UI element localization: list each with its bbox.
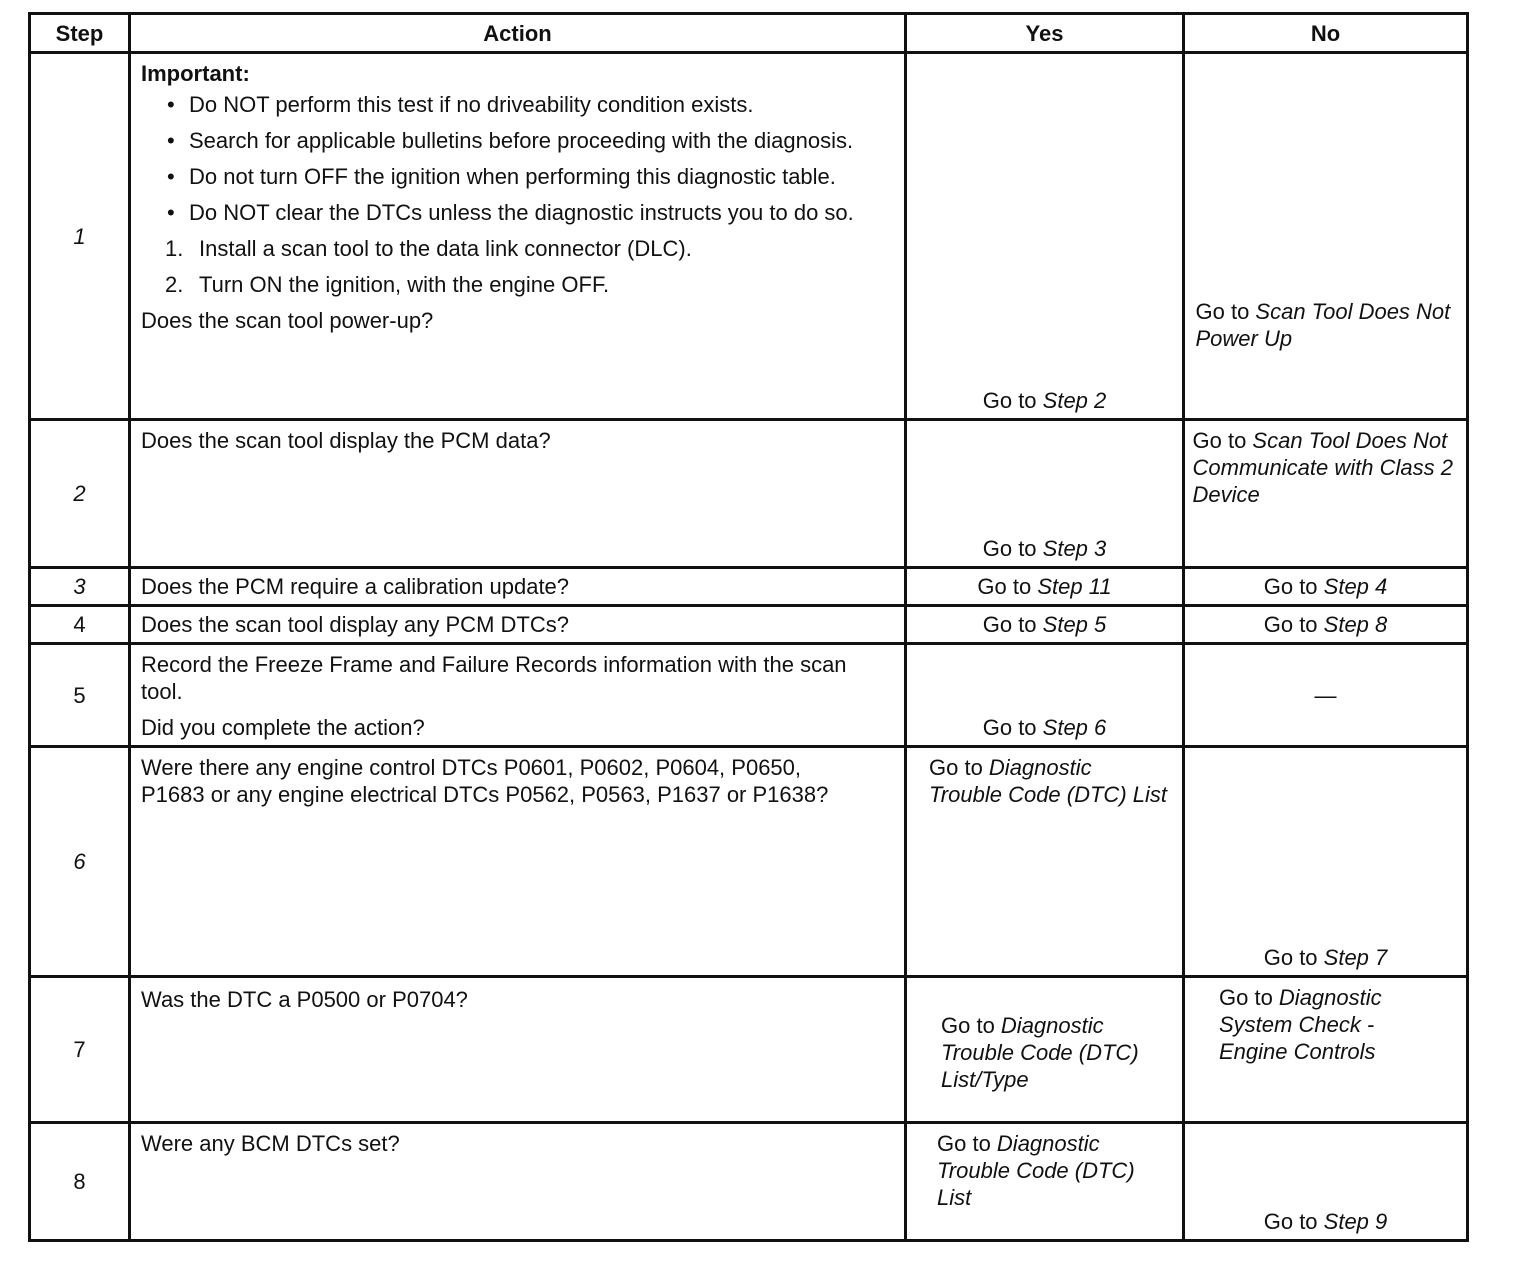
important-label: Important: (141, 61, 250, 86)
action-cell (130, 606, 906, 644)
header-no: No (1184, 14, 1468, 53)
goto-ref: Scan Tool Does Not Power Up (1195, 299, 1451, 351)
header-yes: Yes (906, 14, 1184, 53)
bullet-item: • Do NOT clear the DTCs unless the diagnostic instructs you to do so. (141, 199, 894, 226)
yes-link[interactable] (907, 978, 1182, 1093)
no-link[interactable] (1185, 298, 1466, 352)
step-label: 6 (73, 849, 86, 874)
numbered-item (141, 235, 894, 262)
step-label: 3 (73, 574, 86, 599)
header-row (30, 14, 1468, 53)
no-cell (1184, 644, 1468, 747)
table-row-step-3 (30, 568, 1468, 606)
action-cell (130, 53, 906, 420)
table-row-step-8 (30, 1123, 1468, 1241)
no-link[interactable] (1264, 612, 1388, 637)
goto-prefix: Go to (1192, 428, 1253, 453)
question-text: Does the scan tool power-up? (141, 308, 434, 333)
item-text: Install a scan tool to the data link connector (DLC). (199, 236, 692, 261)
action-cell (130, 977, 906, 1123)
goto-ref: Scan Tool Does Not Communicate with Class 2 Device (1192, 428, 1453, 507)
yes-link[interactable] (907, 748, 1182, 808)
numbered-item (141, 271, 894, 298)
no-link[interactable] (1185, 944, 1466, 971)
step-number (30, 747, 130, 977)
table-row-step-5 (30, 644, 1468, 747)
step-label: 8 (73, 1169, 86, 1194)
no-cell (1184, 420, 1468, 568)
step-label: 2 (73, 481, 86, 506)
yes-cell (906, 53, 1184, 420)
goto-prefix: Go to (1219, 985, 1279, 1010)
goto-prefix: Go to (1263, 945, 1324, 970)
yes-link[interactable] (977, 574, 1111, 599)
action-cell (130, 420, 906, 568)
step-label: 5 (73, 682, 86, 708)
no-link[interactable] (1185, 421, 1466, 508)
goto-ref: Step 3 (1042, 536, 1107, 561)
question-text: Were any BCM DTCs set? (141, 1131, 400, 1156)
bullet-item: • Search for applicable bulletins before proceeding with the diagnosis. (141, 127, 894, 154)
goto-prefix: Go to (982, 612, 1043, 637)
yes-link[interactable] (907, 714, 1182, 741)
goto-prefix: Go to (937, 1131, 997, 1156)
no-cell (1184, 747, 1468, 977)
goto-ref: Step 2 (1042, 388, 1107, 413)
yes-link[interactable] (907, 387, 1182, 414)
goto-ref: Step 6 (1042, 715, 1107, 740)
step-label: 1 (73, 223, 86, 249)
yes-cell (906, 977, 1184, 1123)
goto-prefix: Go to (1263, 612, 1324, 637)
yes-cell (906, 420, 1184, 568)
table-row-step-2 (30, 420, 1468, 568)
diagnostic-table (28, 12, 1469, 1242)
header-action: Action (130, 14, 906, 53)
goto-prefix: Go to (1263, 1209, 1324, 1234)
goto-ref: Diagnostic Trouble Code (DTC) List/Type (941, 1013, 1139, 1092)
yes-link[interactable] (907, 1124, 1182, 1211)
yes-link[interactable] (983, 612, 1107, 637)
goto-prefix: Go to (1195, 299, 1256, 324)
action-cell (130, 568, 906, 606)
action-cell (130, 1123, 906, 1241)
question-text: Does the scan tool display the PCM data? (141, 428, 551, 453)
bullet-item: • Do not turn OFF the ignition when performing this diagnostic table. (141, 163, 894, 190)
bullet-item: • Do NOT perform this test if no driveability condition exists. (141, 91, 894, 118)
step-number (30, 977, 130, 1123)
table-row-step-6 (30, 747, 1468, 977)
question-text: Did you complete the action? (141, 715, 425, 740)
no-cell (1184, 977, 1468, 1123)
goto-ref: Diagnostic System Check - Engine Controls (1219, 985, 1382, 1064)
question-text: Does the scan tool display any PCM DTCs? (141, 612, 569, 637)
no-link[interactable] (1264, 574, 1388, 599)
goto-prefix: Go to (982, 536, 1043, 561)
no-link[interactable] (1185, 1208, 1466, 1235)
step-number (30, 53, 130, 420)
goto-prefix: Go to (929, 755, 989, 780)
goto-prefix: Go to (982, 388, 1043, 413)
question-text: Does the PCM require a calibration update? (141, 574, 570, 599)
step-number (30, 568, 130, 606)
goto-ref: Diagnostic Trouble Code (DTC) List (937, 1131, 1135, 1210)
no-dash: — (1314, 682, 1337, 708)
yes-cell (906, 644, 1184, 747)
goto-ref: Step 11 (1037, 574, 1112, 599)
step-number (30, 420, 130, 568)
step-label: 4 (73, 612, 86, 637)
action-cell (130, 644, 906, 747)
table-row-step-7 (30, 977, 1468, 1123)
step-label: 7 (73, 1037, 86, 1062)
goto-prefix: Go to (977, 574, 1038, 599)
step-number (30, 644, 130, 747)
yes-cell (906, 568, 1184, 606)
goto-ref: Step 7 (1323, 945, 1388, 970)
item-number: 1. (165, 236, 184, 261)
yes-link[interactable] (907, 535, 1182, 562)
question-text: Were there any engine control DTCs P0601, P0602, P0604, P0650, P1683 or any engine electrical DTCs P0562, P0563, P1637 or P1638? (141, 755, 829, 807)
yes-cell (906, 747, 1184, 977)
item-text: Turn ON the ignition, with the engine OFF. (199, 272, 610, 297)
yes-cell (906, 606, 1184, 644)
action-cell (130, 747, 906, 977)
yes-cell (906, 1123, 1184, 1241)
goto-prefix: Go to (941, 1013, 1001, 1038)
goto-ref: Step 9 (1323, 1209, 1388, 1234)
no-link[interactable] (1185, 978, 1466, 1065)
no-cell (1184, 53, 1468, 420)
goto-ref: Diagnostic Trouble Code (DTC) List (929, 755, 1167, 807)
goto-ref: Step 5 (1042, 612, 1107, 637)
action-text: Record the Freeze Frame and Failure Records information with the scan tool. (141, 652, 847, 704)
item-number: 2. (165, 272, 184, 297)
goto-prefix: Go to (982, 715, 1043, 740)
header-step: Step (30, 14, 130, 53)
step-number (30, 1123, 130, 1241)
goto-ref: Step 8 (1323, 612, 1388, 637)
table-row-step-4 (30, 606, 1468, 644)
table-row-step-1 (30, 53, 1468, 420)
goto-prefix: Go to (1263, 574, 1324, 599)
question-text: Was the DTC a P0500 or P0704? (141, 987, 468, 1012)
no-cell (1184, 1123, 1468, 1241)
step-number (30, 606, 130, 644)
goto-ref: Step 4 (1323, 574, 1388, 599)
no-cell (1184, 568, 1468, 606)
no-cell (1184, 606, 1468, 644)
